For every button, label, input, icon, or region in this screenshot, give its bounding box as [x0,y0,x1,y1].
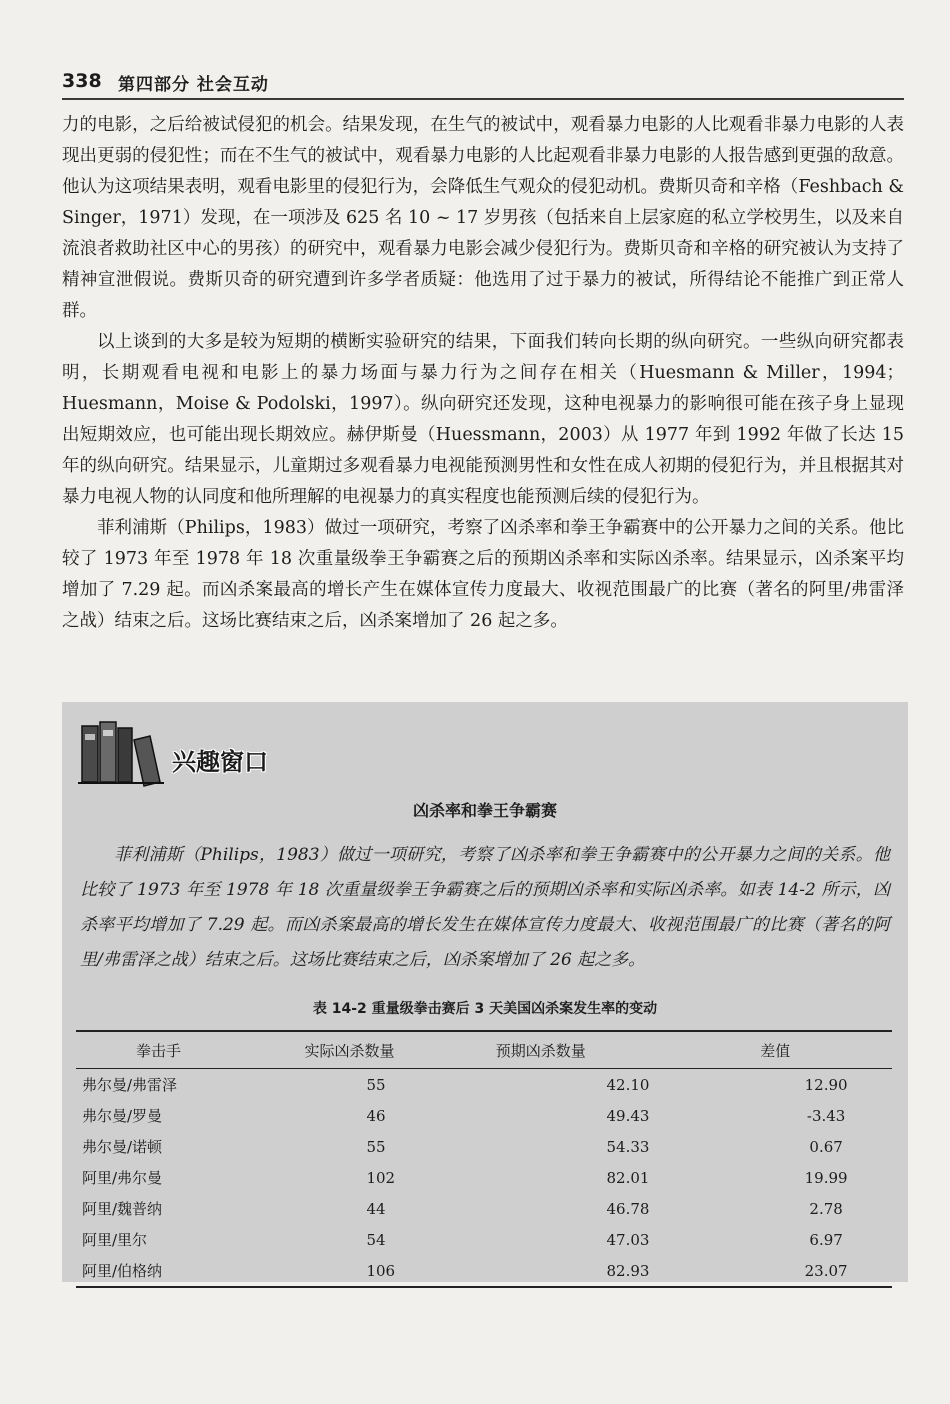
homicide-table [76,1030,892,1288]
cell-actual: 54 [366,1230,386,1249]
cell-expected: 82.93 [496,1255,760,1287]
box-subtitle: 凶杀率和拳王争霸赛 [412,801,557,820]
cell-difference: 19.99 [804,1168,848,1187]
interest-window-box [62,702,908,1282]
col-header-actual: 实际凶杀数量 [304,1031,495,1069]
paragraph-philips: 菲利浦斯（Philips，1983）做过一项研究，考察了凶杀率和拳王争霸赛中的公开暴力之间的关系。他比较了 1973 年至 1978 年 18 次重量级拳王争霸赛之后的预期凶杀率和实际凶杀率。结果显示，凶杀案平均增加了 7.29 起。而凶杀案最高的增长产生在媒体宣传力度最大、收视范围最广的比赛（著名的阿里/弗雷泽之战）结束之后。这场比赛结束之后，凶杀案增加了 26 起之多。 [62,518,904,631]
table-row [76,1255,892,1287]
cell-actual: 102 [366,1168,396,1187]
cell-difference: 12.90 [804,1075,848,1094]
cell-difference: 0.67 [809,1137,843,1156]
cell-difference: 2.78 [809,1199,843,1218]
cell-expected: 49.43 [606,1106,650,1125]
box-text [80,838,890,978]
table-header-row [76,1031,892,1069]
books-icon [76,716,166,788]
section-title: 第四部分 社会互动 [118,75,269,95]
box-title: 兴趣窗口 [172,748,268,776]
cell-expected: 54.33 [606,1137,650,1156]
cell-boxer: 阿里/魏普纳 [82,1200,163,1218]
table-row [76,1131,892,1162]
table-row [76,1162,892,1193]
cell-difference: 6.97 [809,1230,843,1249]
cell-actual: 55 [366,1075,386,1094]
paragraph-continued: 力的电影，之后给被试侵犯的机会。结果发现，在生气的被试中，观看暴力电影的人比观看非暴力电影的人表现出更弱的侵犯性；而在不生气的被试中，观看暴力电影的人比起观看非暴力电影的人报告感到更强的敌意。他认为这项结果表明，观看电影里的侵犯行为，会降低生气观众的侵犯动机。费斯贝奇和辛格（Feshbach & Singer，1971）发现，在一项涉及 625 名 10 ~ 17 岁男孩（包括来自上层家庭的私立学校男生，以及来自流浪者救助社区中心的男孩）的研究中，观看暴力电影会减少侵犯行为。费斯贝奇和辛格的研究被认为支持了精神宣泄假说。费斯贝奇的研究遭到许多学者质疑：他选用了过于暴力的被试，所得结论不能推广到正常人群。 [62,115,904,321]
cell-boxer: 阿里/弗尔曼 [82,1169,163,1187]
cell-boxer: 阿里/里尔 [82,1231,148,1249]
col-header-expected: 预期凶杀数量 [496,1031,760,1069]
table-row [76,1193,892,1224]
box-header [76,716,476,788]
table-row [76,1100,892,1131]
cell-difference: -3.43 [806,1106,846,1125]
cell-boxer: 阿里/伯格纳 [76,1255,304,1287]
cell-expected: 47.03 [606,1230,650,1249]
box-paragraph: 菲利浦斯（Philips，1983）做过一项研究，考察了凶杀率和拳王争霸赛中的公开暴力之间的关系。他比较了 1973 年至 1978 年 18 次重量级拳王争霸赛之后的预期凶杀率和实际凶杀率。如表 14-2 所示，凶杀率平均增加了 7.29 起。而凶杀案最高的增长发生在媒体宣传力度最大、收视范围最广的比赛（著名的阿里/弗雷泽之战）结束之后。这场比赛结束之后，凶杀案增加了 26 起之多。 [80,845,890,970]
cell-actual: 44 [366,1199,386,1218]
paragraph-longitudinal: 以上谈到的大多是较为短期的横断实验研究的结果，下面我们转向长期的纵向研究。一些纵向研究都表明，长期观看电视和电影上的暴力场面与暴力行为之间存在相关（Huesmann & Miller，1994；Huesmann，Moise & Podolski，1997）。纵向研究还发现，这种电视暴力的影响很可能在孩子身上显现出短期效应，也可能出现长期效应。赫伊斯曼（Huessmann，2003）从 1977 年到 1992 年做了长达 15 年的纵向研究。结果显示，儿童期过多观看暴力电视能预测男性和女性在成人初期的侵犯行为，并且根据其对暴力电视人物的认同度和他所理解的电视暴力的真实程度也能预测后续的侵犯行为。 [62,332,904,507]
running-header [62,64,904,100]
cell-actual: 55 [366,1137,386,1156]
cell-actual: 46 [366,1106,386,1125]
cell-expected: 42.10 [606,1075,650,1094]
cell-expected: 46.78 [606,1199,650,1218]
table-row [76,1069,892,1101]
table-caption: 表 14-2 重量级拳击赛后 3 天美国凶杀案发生率的变动 [312,1001,658,1017]
cell-boxer: 弗尔曼/弗雷泽 [82,1076,178,1094]
table-row [76,1224,892,1255]
cell-difference: 23.07 [760,1255,892,1287]
col-header-difference: 差值 [760,1031,892,1069]
cell-actual: 106 [304,1255,495,1287]
cell-boxer: 弗尔曼/诺顿 [82,1138,163,1156]
page-number: 338 [62,70,102,92]
main-text [62,110,904,637]
col-header-boxer: 拳击手 [76,1031,304,1069]
cell-expected: 82.01 [606,1168,650,1187]
cell-boxer: 弗尔曼/罗曼 [82,1107,163,1125]
